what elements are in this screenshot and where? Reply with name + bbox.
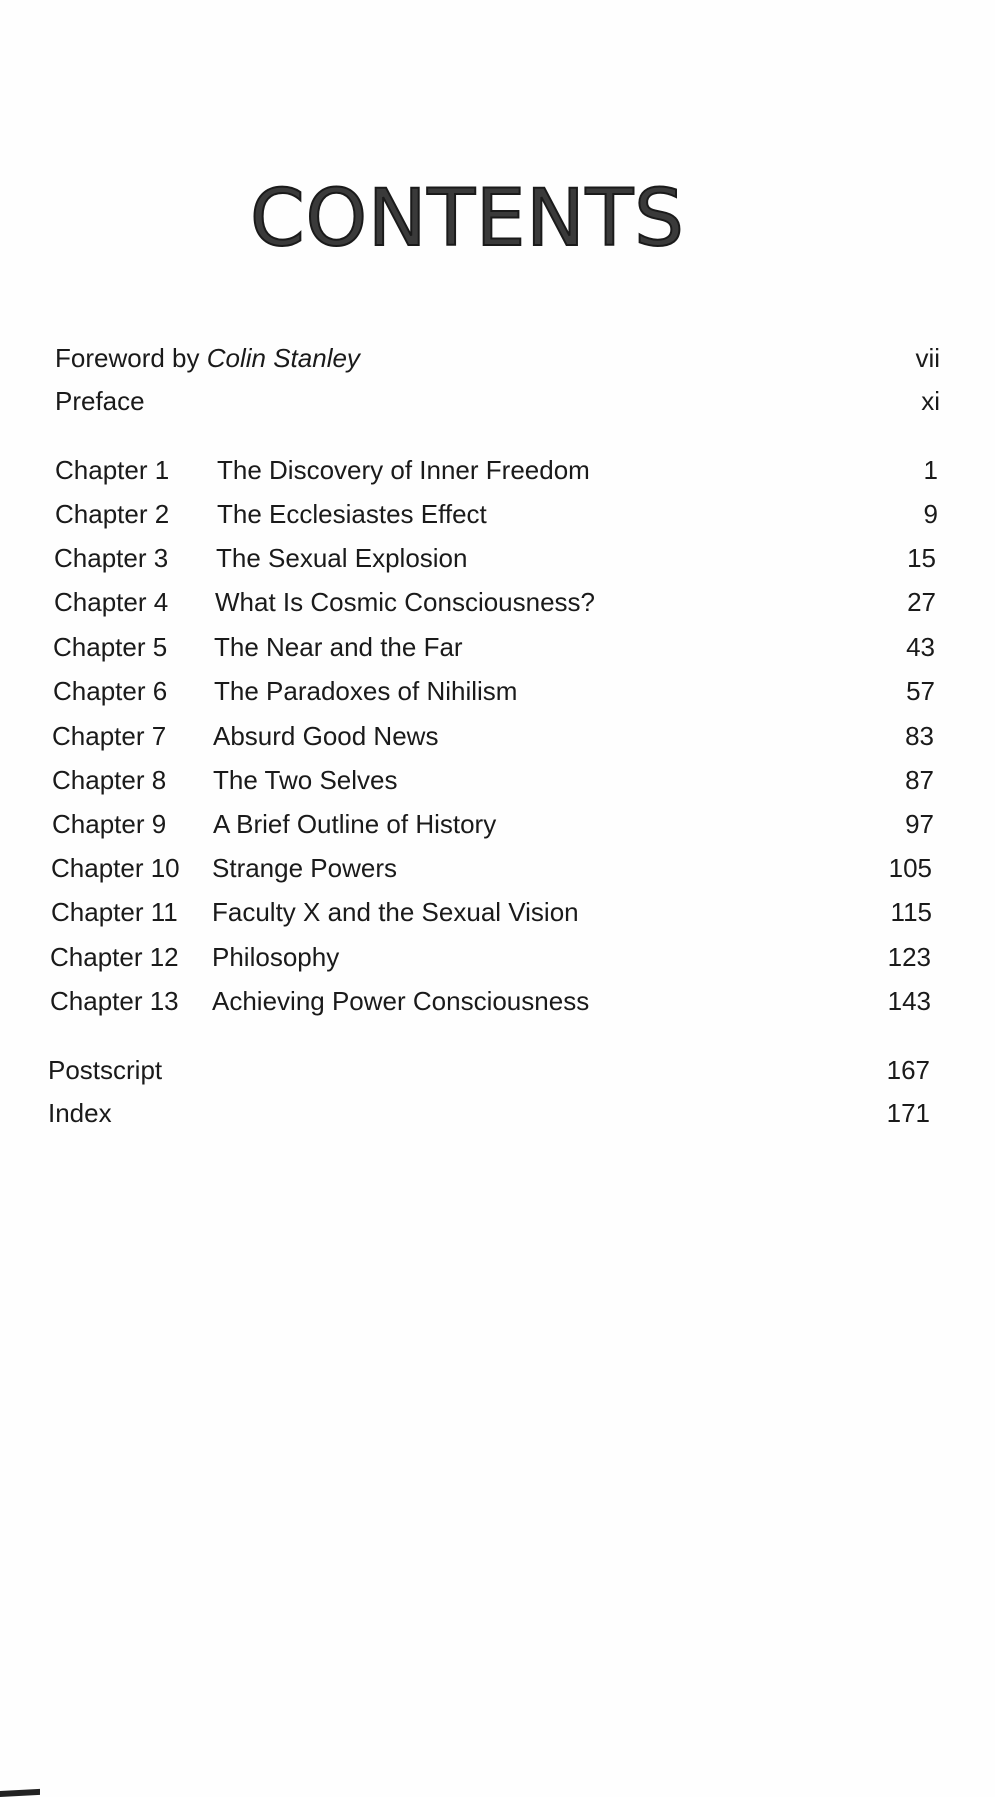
- chapter-title: The Discovery of Inner Freedom: [217, 455, 590, 485]
- chapter-title: Philosophy: [212, 942, 340, 972]
- chapter-number: Chapter 4: [54, 587, 169, 617]
- entry-label: Preface: [55, 386, 145, 416]
- page-number: 27: [907, 587, 936, 617]
- chapter-title: The Paradoxes of Nihilism: [214, 676, 518, 706]
- page-number: 105: [888, 853, 932, 883]
- chapter-title: The Two Selves: [213, 765, 398, 795]
- page-number: 171: [886, 1098, 930, 1128]
- page-number: 115: [890, 897, 932, 927]
- chapter-title: Faculty X and the Sexual Vision: [212, 897, 579, 927]
- chapter-number: Chapter 12: [50, 942, 179, 972]
- page-number: 1: [923, 455, 938, 485]
- foreword-label: Foreword by: [55, 343, 207, 373]
- chapter-number: Chapter 5: [53, 632, 168, 662]
- chapter-title: A Brief Outline of History: [213, 809, 497, 839]
- chapter-title: The Near and the Far: [214, 632, 463, 662]
- chapter-number: Chapter 2: [55, 499, 170, 529]
- page-number: 57: [906, 676, 935, 706]
- page-number: 143: [887, 986, 931, 1016]
- chapter-number: Chapter 7: [52, 721, 167, 751]
- chapter-number: Chapter 9: [52, 809, 167, 839]
- entry-label: Index: [48, 1098, 112, 1128]
- chapter-title: Achieving Power Consciousness: [212, 986, 590, 1016]
- page-number: 97: [905, 809, 934, 839]
- chapter-title: Strange Powers: [212, 853, 397, 883]
- page-number: 87: [905, 765, 934, 795]
- chapter-number: Chapter 3: [54, 543, 169, 573]
- entry-label: Postscript: [48, 1055, 163, 1085]
- page-number: 15: [907, 543, 936, 573]
- page-title: CONTENTS: [250, 174, 685, 264]
- page-edge-shadow: [0, 1789, 40, 1797]
- chapter-title: What Is Cosmic Consciousness?: [215, 587, 596, 617]
- chapter-number: Chapter 1: [55, 455, 170, 485]
- chapter-title: Absurd Good News: [213, 721, 439, 751]
- chapter-title: The Sexual Explosion: [216, 543, 468, 573]
- foreword-author: Colin Stanley: [206, 343, 360, 373]
- page-number: 43: [906, 632, 935, 662]
- chapter-number: Chapter 8: [52, 765, 167, 795]
- page-number: xi: [921, 386, 940, 416]
- chapter-number: Chapter 11: [51, 897, 178, 927]
- entry-label: [55, 343, 360, 373]
- chapter-number: Chapter 6: [53, 676, 168, 706]
- page-number: 9: [923, 499, 938, 529]
- page-number: 83: [905, 721, 934, 751]
- chapter-title: The Ecclesiastes Effect: [217, 499, 487, 529]
- chapter-number: Chapter 10: [51, 853, 180, 883]
- page-number: vii: [915, 343, 940, 373]
- chapter-number: Chapter 13: [50, 986, 179, 1016]
- page-number: 167: [886, 1055, 930, 1085]
- page-number: 123: [887, 942, 931, 972]
